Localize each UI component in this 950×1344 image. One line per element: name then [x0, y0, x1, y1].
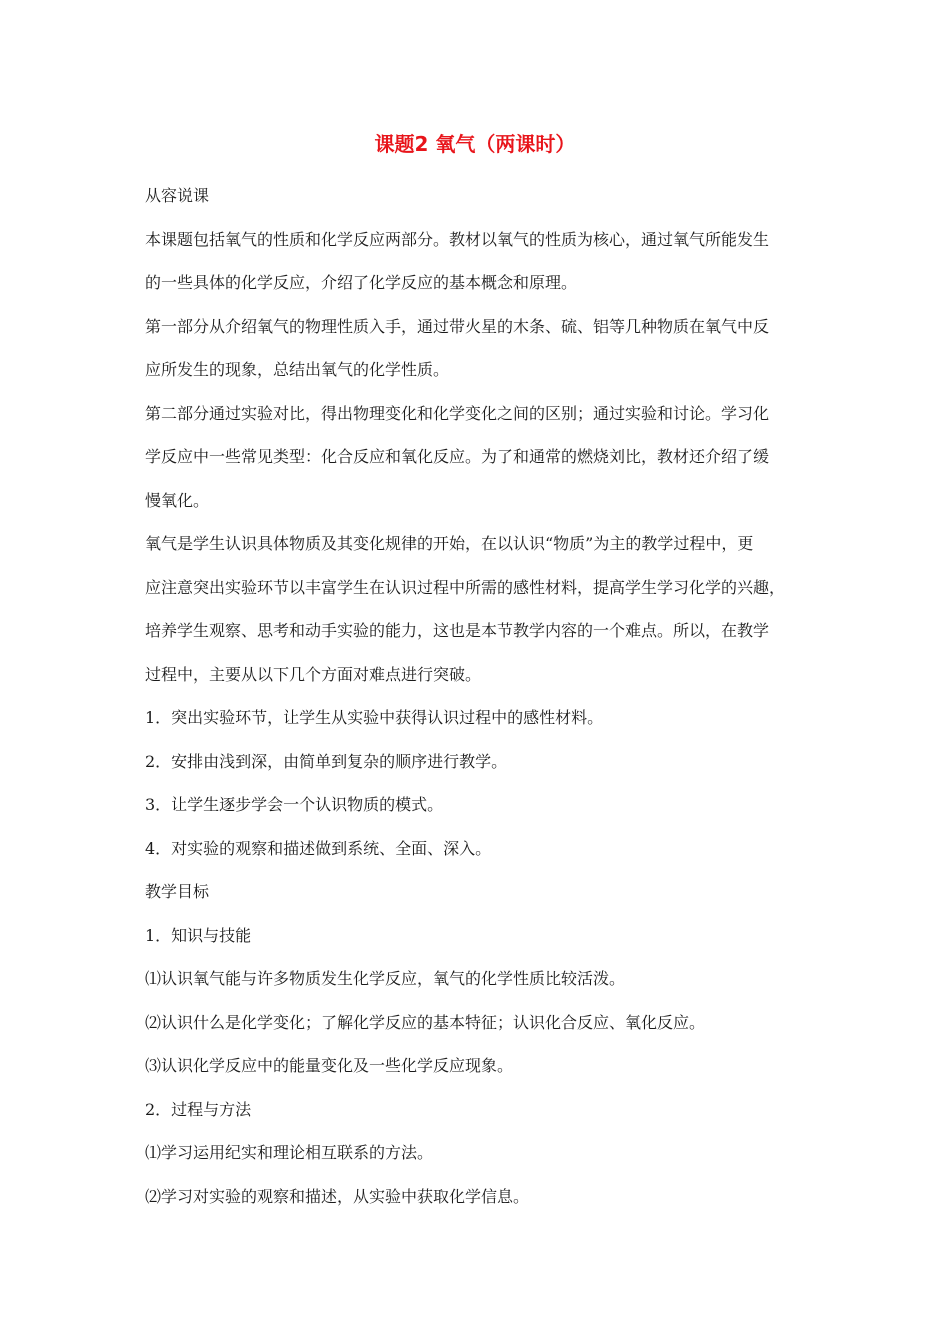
- list-item: ⑴认识氧气能与许多物质发生化学反应，氧气的化学性质比较活泼。: [145, 969, 626, 988]
- paragraph-line: 应注意突出实验环节以丰富学生在认识过程中所需的感性材料，提高学生学习化学的兴趣，: [145, 577, 786, 597]
- paragraph-line: 本课题包括氧气的性质和化学反应两部分。教材以氧气的性质为核心，通过氧气所能发生: [145, 229, 770, 249]
- list-item: 3．让学生逐步学会一个认识物质的模式。: [145, 795, 444, 814]
- paragraph-line: 第二部分通过实验对比，得出物理变化和化学变化之间的区别；通过实验和讨论。学习化: [145, 403, 770, 423]
- document-title: 课题2 氧气（两课时）: [374, 132, 576, 156]
- list-item: ⑶认识化学反应中的能量变化及一些化学反应现象。: [145, 1056, 514, 1075]
- paragraph-line: 第一部分从介绍氧气的物理性质入手，通过带火星的木条、硫、铝等几种物质在氧气中反: [145, 316, 770, 336]
- list-item: ⑵学习对实验的观察和描述，从实验中获取化学信息。: [145, 1186, 530, 1206]
- section-heading-objectives: 教学目标: [145, 882, 210, 901]
- paragraph-line: 氧气是学生认识具体物质及其变化规律的开始，在以认识“物质”为主的教学过程中，更: [145, 534, 754, 553]
- subsection-heading: 2．过程与方法: [145, 1099, 252, 1119]
- paragraph-line: 过程中，主要从以下几个方面对难点进行突破。: [145, 664, 482, 684]
- paragraph-line: 学反应中一些常见类型：化合反应和氧化反应。为了和通常的燃烧刘比，教材还介绍了缓: [145, 447, 770, 466]
- list-item: 4．对实验的观察和描述做到系统、全面、深入。: [145, 838, 492, 858]
- paragraph-line: 应所发生的现象，总结出氧气的化学性质。: [145, 360, 450, 379]
- paragraph-line: 的一些具体的化学反应，介绍了化学反应的基本概念和原理。: [145, 273, 578, 292]
- list-item: ⑴学习运用纪实和理论相互联系的方法。: [145, 1143, 434, 1162]
- list-item: 1．突出实验环节，让学生从实验中获得认识过程中的感性材料。: [145, 708, 604, 727]
- section-heading-lecture: 从容说课: [145, 186, 210, 205]
- subsection-heading: 1．知识与技能: [145, 925, 252, 945]
- paragraph-line: 培养学生观察、思考和动手实验的能力，这也是本节教学内容的一个难点。所以，在教学: [145, 621, 770, 640]
- list-item: 2．安排由浅到深，由简单到复杂的顺序进行教学。: [145, 751, 508, 771]
- paragraph-line: 慢氧化。: [145, 490, 210, 510]
- document-body: [145, 174, 810, 1218]
- list-item: ⑵认识什么是化学变化；了解化学反应的基本特征；认识化合反应、氧化反应。: [145, 1012, 706, 1032]
